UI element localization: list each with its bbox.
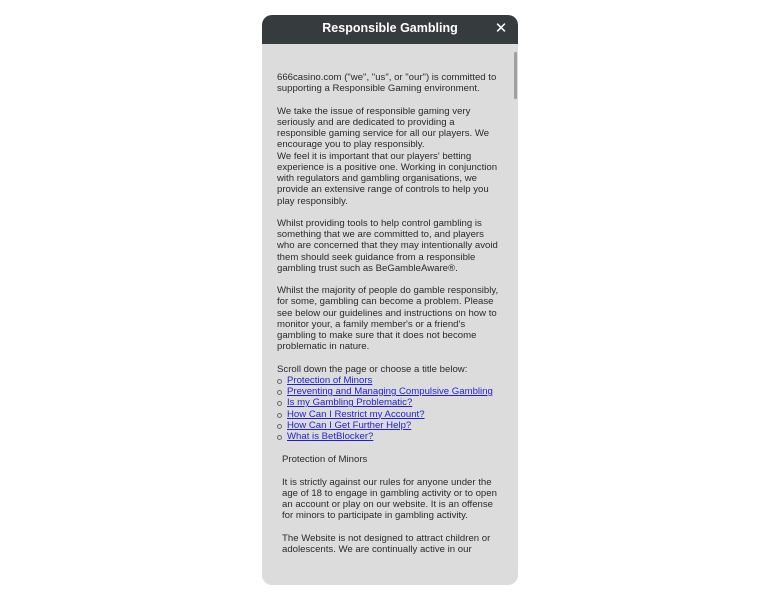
experience-paragraph: We feel it is important that our players' betting experience is a positive one. Working in conjunction with regulators and gambling organisations, we provide an extensive range of controls to help you play responsibly. [277, 150, 498, 207]
toc-link-gambling-problematic[interactable]: Is my Gambling Problematic? [287, 397, 413, 409]
toc-item [277, 375, 503, 386]
toc-item [277, 409, 503, 420]
intro-paragraph: 666casino.com ("we", "us", or "our") is committed to supporting a Responsible Gaming environment. [277, 72, 497, 95]
bullet-icon [277, 413, 282, 418]
responsible-gambling-modal [262, 15, 518, 585]
bullet-icon [277, 379, 282, 384]
scrollbar-thumb[interactable] [514, 52, 517, 99]
toc-intro: Scroll down the page or choose a title below: [277, 363, 468, 375]
toc-link-betblocker[interactable]: What is BetBlocker? [287, 431, 374, 442]
modal-body[interactable] [262, 44, 518, 585]
toc-link-restrict-account[interactable]: How Can I Restrict my Account? [287, 408, 425, 420]
protection-of-minors-section [277, 454, 503, 555]
bullet-icon [277, 401, 282, 406]
toc-item [277, 431, 503, 442]
guidelines-paragraph: Whilst the majority of people do gamble responsibly, for some, gambling can become a problem. Please see below our guidelines and instructions on how to monitor your, a family member's or a friend's gambling to make sure that it does not become problematic in nature. [277, 285, 499, 353]
bullet-icon [277, 424, 282, 429]
commitment-paragraph: We take the issue of responsible gaming very seriously and are dedicated to providing a responsible gaming service for all our players. We encourage you to play responsibly. [277, 105, 490, 151]
toc-item [277, 397, 503, 408]
toc-list [277, 375, 503, 443]
section-heading: Protection of Minors [282, 454, 368, 466]
close-icon[interactable]: ✕ [494, 20, 508, 37]
bullet-icon [277, 390, 282, 395]
section-paragraph: The Website is not designed to attract children or adolescents. We are continually active in our [282, 532, 491, 555]
toc-link-further-help[interactable]: How Can I Get Further Help? [287, 419, 412, 431]
toc-item [277, 420, 503, 431]
modal-header [262, 15, 518, 44]
section-paragraph: It is strictly against our rules for anyone under the age of 18 to engage in gambling activity or to open an account or play on our website. It is an offense for minors to participate in gambling activity. [282, 476, 497, 522]
toc-item [277, 386, 503, 397]
modal-content [277, 72, 503, 555]
tools-paragraph: Whilst providing tools to help control gambling is something that we are committed to, and players who are concerned that they may intentionally avoid them should seek guidance from a responsible gambling trust such as BeGambleAware®. [277, 217, 498, 274]
toc-link-compulsive-gambling[interactable]: Preventing and Managing Compulsive Gambling [287, 386, 493, 397]
bullet-icon [277, 435, 282, 440]
modal-title: Responsible Gambling [322, 21, 458, 35]
toc-link-protection-of-minors[interactable]: Protection of Minors [287, 374, 373, 386]
